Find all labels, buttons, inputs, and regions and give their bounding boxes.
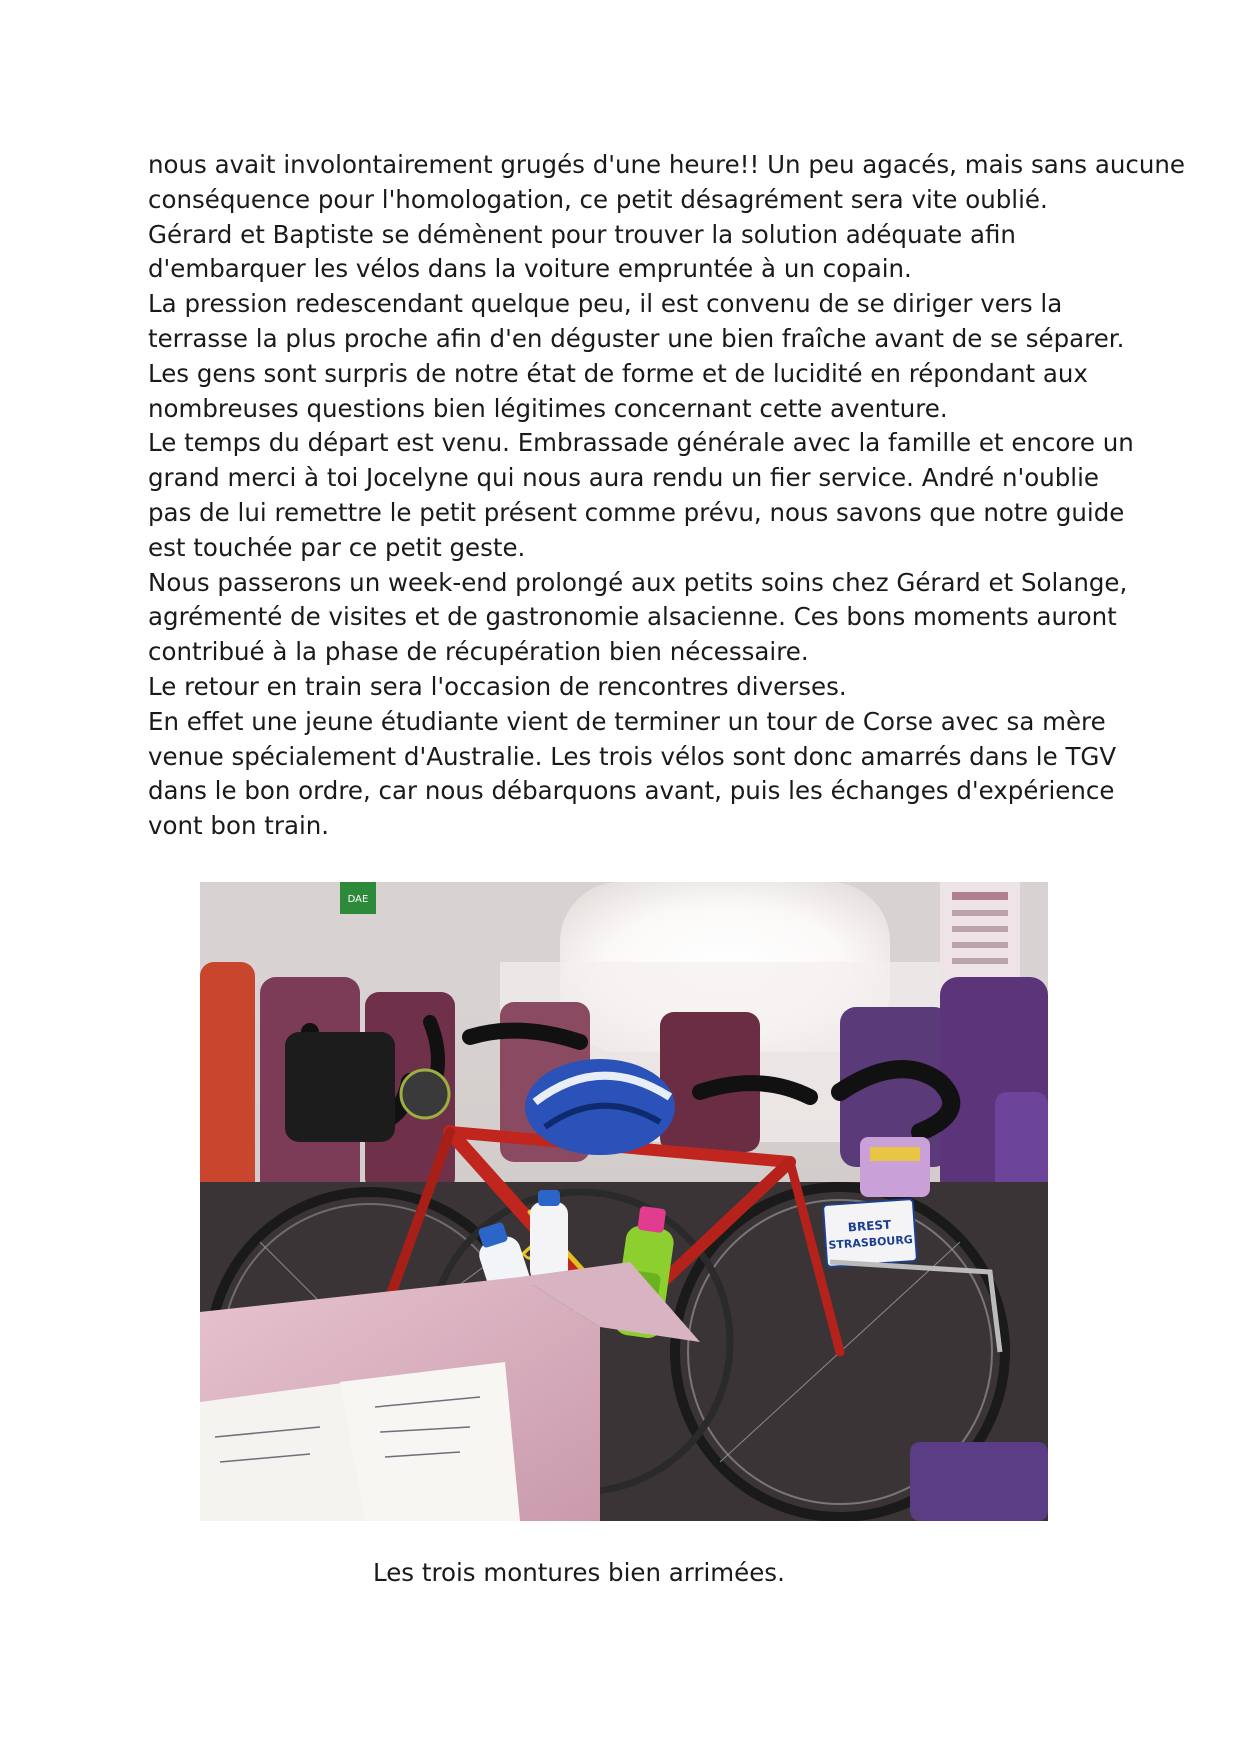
body-line: grand merci à toi Jocelyne qui nous aura rendu un fier service. André n'oublie [148, 463, 1099, 493]
body-line: Nous passerons un week-end prolongé aux petits soins chez Gérard et Solange, [148, 567, 1128, 597]
body-line: nous avait involontairement grugés d'une heure!! Un peu agacés, mais sans aucune [148, 150, 1185, 179]
body-line: Gérard et Baptiste se démènent pour trouver la solution adéquate afin [148, 219, 1016, 249]
body-line: venue spécialement d'Australie. Les trois vélos sont donc amarrés dans le TGV [148, 741, 1117, 771]
body-line: terrasse la plus proche afin d'en déguster une bien fraîche avant de se séparer. [148, 323, 1125, 353]
body-line: Les gens sont surpris de notre état de forme et de lucidité en répondant aux [148, 358, 1088, 388]
body-line: est touchée par ce petit geste. [148, 532, 526, 562]
bicycles-in-train-photo [200, 882, 1048, 1521]
body-line: Le temps du départ est venu. Embrassade générale avec la famille et encore un [148, 428, 1134, 458]
body-line: En effet une jeune étudiante vient de terminer un tour de Corse avec sa mère [148, 706, 1106, 736]
photo-illustration [200, 882, 1048, 1521]
svg-text:DAE: DAE [347, 894, 369, 905]
brest-strasbourg-plate [823, 1199, 917, 1267]
body-line: pas de lui remettre le petit présent comme prévu, nous savons que notre guide [148, 497, 1125, 527]
body-line: nombreuses questions bien légitimes concernant cette aventure. [148, 393, 948, 423]
handlebar-bag [285, 1032, 395, 1142]
svg-text:BREST: BREST [847, 1217, 892, 1235]
body-line: Le retour en train sera l'occasion de rencontres diverses. [148, 671, 847, 701]
photo-caption: Les trois montures bien arrimées. [373, 1558, 785, 1587]
svg-text:STRASBOURG: STRASBOURG [828, 1233, 914, 1252]
body-line: contribué à la phase de récupération bien nécessaire. [148, 637, 809, 667]
body-line: vont bon train. [148, 811, 330, 841]
body-line: dans le bon ordre, car nous débarquons avant, puis les échanges d'expérience [148, 776, 1115, 806]
body-line: d'embarquer les vélos dans la voiture empruntée à un copain. [148, 254, 912, 284]
seat-cushion [910, 1442, 1048, 1521]
body-line: conséquence pour l'homologation, ce petit désagrément sera vite oublié. [148, 184, 1048, 214]
body-line: La pression redescendant quelque peu, il est convenu de se diriger vers la [148, 289, 1063, 319]
body-text [148, 148, 1185, 844]
pannier-bag [860, 1137, 930, 1197]
blue-helmet [525, 1059, 675, 1155]
dae-sign [340, 882, 376, 914]
body-line: agrémenté de visites et de gastronomie alsacienne. Ces bons moments auront [148, 602, 1117, 632]
